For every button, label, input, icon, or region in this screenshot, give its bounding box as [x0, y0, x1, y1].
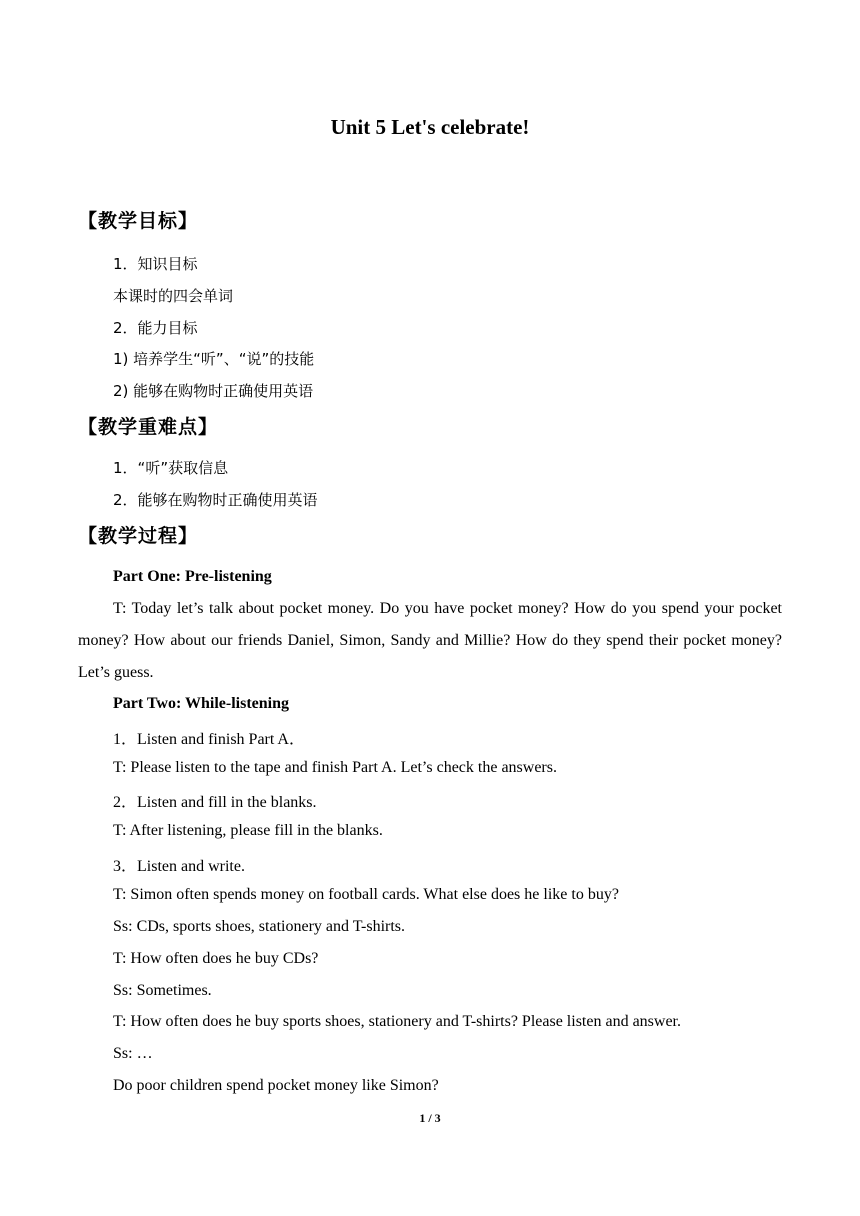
part-one-paragraph [78, 593, 782, 689]
process-line: 1．Listen and finish Part A． [113, 731, 305, 748]
key-points-line: 2．能够在购物时正确使用英语 [113, 491, 318, 509]
process-line: T: Please listen to the tape and finish Part A. Let’s check the answers. [113, 759, 557, 776]
section-heading-key-points: 【教学重难点】 [78, 416, 219, 438]
section-heading-objectives: 【教学目标】 [78, 210, 199, 232]
objectives-line: 2) 能够在购物时正确使用英语 [113, 382, 314, 400]
key-points-line: 1．“听”获取信息 [113, 459, 229, 477]
objectives-line: 1．知识目标 [113, 255, 198, 273]
part-two-title: Part Two: While-listening [113, 695, 289, 712]
process-line: 2．Listen and fill in the blanks. [113, 794, 317, 811]
objectives-line: 本课时的四会单词 [113, 287, 234, 305]
process-line: T: Simon often spends money on football cards. What else does he like to buy? [113, 886, 619, 903]
part-one-text: T: Today let’s talk about pocket money. Do you have pocket money? How do you spend your pocket money? How about our friends Daniel, Simon, Sandy and Millie? How do they spend their pocket money? Let’s guess. [78, 600, 782, 681]
process-line: 3．Listen and write. [113, 858, 245, 875]
document-title: Unit 5 Let's celebrate! [330, 115, 530, 139]
part-one-title: Part One: Pre-listening [113, 568, 272, 585]
process-line: Ss: CDs, sports shoes, stationery and T-shirts. [113, 918, 406, 935]
process-line: T: After listening, please fill in the blanks. [113, 822, 383, 839]
process-line: T: How often does he buy sports shoes, stationery and T-shirts? Please listen and answer. [113, 1013, 681, 1030]
page-number: 1 / 3 [419, 1111, 441, 1125]
process-line: Ss: … [113, 1045, 153, 1062]
process-line: T: How often does he buy CDs? [113, 950, 319, 967]
process-line: Ss: Sometimes. [113, 982, 212, 999]
section-heading-process: 【教学过程】 [78, 525, 199, 547]
objectives-line: 1) 培养学生“听”、“说”的技能 [113, 350, 315, 368]
process-line: Do poor children spend pocket money like Simon? [113, 1077, 439, 1094]
objectives-line: 2．能力目标 [113, 319, 198, 337]
